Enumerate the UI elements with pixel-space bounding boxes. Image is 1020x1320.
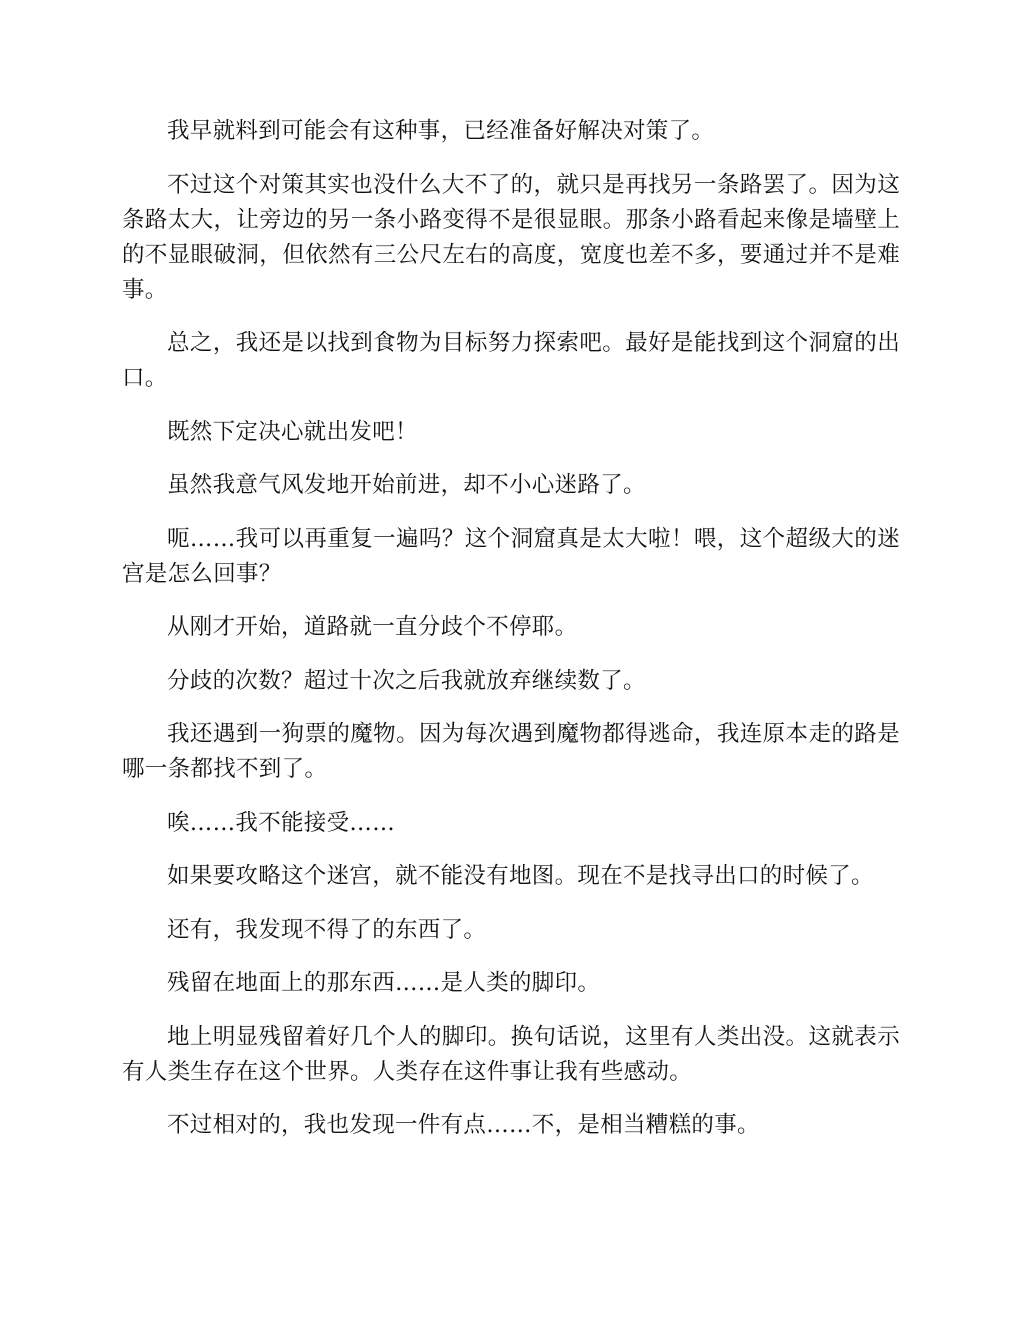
paragraph-10: 唉……我不能接受…… — [167, 809, 396, 836]
paragraph-6: 呃……我可以再重复一遍吗？这个洞窟真是太大啦！喂，这个超级大的迷宫是怎么回事？ — [122, 525, 900, 587]
paragraph-5: 虽然我意气风发地开始前进，却不小心迷路了。 — [167, 472, 646, 498]
paragraph-2: 不过这个对策其实也没什么大不了的，就只是再找另一条路罢了。因为这条路太大，让旁边的另一条小路变得不是很显眼。那条小路看起来像是墙壁上的不显眼破洞，但依然有三公尺左右的高度，宽度也差不多，要通过并不是难事。 — [122, 171, 900, 303]
paragraph-15: 不过相对的，我也发现一件有点……不，是相当糟糕的事。 — [167, 1112, 760, 1138]
paragraph-3: 总之，我还是以找到食物为目标努力探索吧。最好是能找到这个洞窟的出口。 — [122, 330, 900, 391]
paragraph-12: 还有，我发现不得了的东西了。 — [167, 916, 487, 943]
paragraph-1: 我早就料到可能会有这种事，已经准备好解决对策了。 — [167, 118, 715, 144]
paragraph-13: 残留在地面上的那东西……是人类的脚印。 — [167, 970, 601, 996]
paragraph-9: 我还遇到一狗票的魔物。因为每次遇到魔物都得逃命，我连原本走的路是哪一条都找不到了。 — [122, 721, 900, 782]
paragraph-4: 既然下定决心就出发吧！ — [167, 418, 418, 445]
paragraph-8: 分歧的次数？超过十次之后我就放弃继续数了。 — [167, 667, 646, 694]
document-body — [122, 114, 900, 1162]
paragraph-11: 如果要攻略这个迷宫，就不能没有地图。现在不是找寻出口的时候了。 — [167, 863, 874, 889]
paragraph-14: 地上明显残留着好几个人的脚印。换句话说，这里有人类出没。这就表示有人类生存在这个世界。人类存在这件事让我有些感动。 — [122, 1023, 900, 1085]
paragraph-7: 从刚才开始，道路就一直分歧个不停耶。 — [167, 614, 578, 640]
